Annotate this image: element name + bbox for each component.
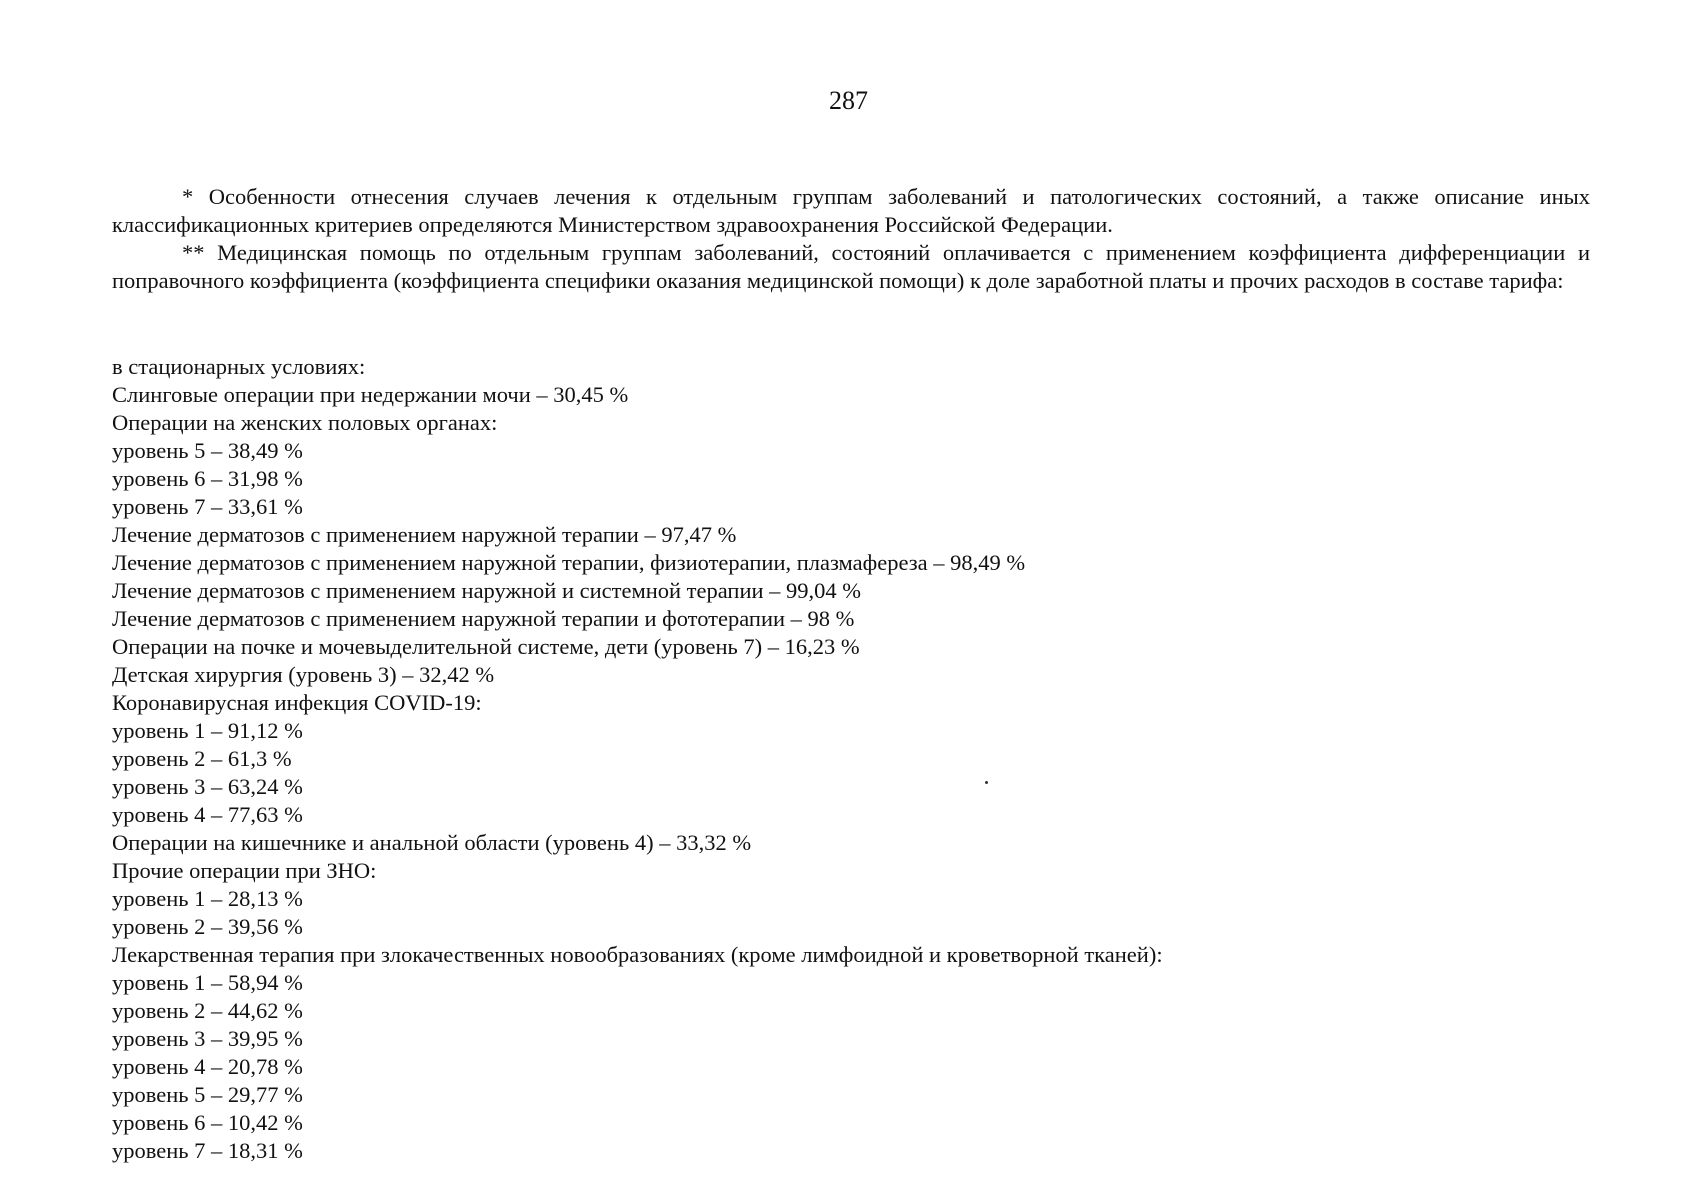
scan-speck [985,781,988,784]
list-item: уровень 3 – 63,24 % [112,774,303,799]
footnote-double-asterisk: ** Медицинская помощь по отдельным группам заболеваний, состояний оплачивается с применением коэффициента дифференциации и поправочного коэффициента (коэффициента специфики оказания медицинской помощи) к доле заработной платы и прочих расходов в составе тарифа: [112,240,1590,293]
list-item: уровень 5 – 29,77 % [112,1082,303,1107]
list-item: Слинговые операции при недержании мочи – 30,45 % [112,382,629,407]
list-item: Лечение дерматозов с применением наружной терапии – 97,47 % [112,522,737,547]
list-item: Коронавирусная инфекция COVID-19: [112,690,482,715]
list-item: Детская хирургия (уровень 3) – 32,42 % [112,662,495,687]
footnote-single-asterisk: * Особенности отнесения случаев лечения к отдельным группам заболеваний и патологических состояний, а также описание иных классификационных критериев определяются Министерством здравоохранения Российской Федерации. [112,184,1590,237]
list-item: уровень 4 – 20,78 % [112,1054,303,1079]
list-item: Лечение дерматозов с применением наружной и системной терапии – 99,04 % [112,578,862,603]
list-item: Операции на кишечнике и анальной области (уровень 4) – 33,32 % [112,830,752,855]
list-item: уровень 7 – 33,61 % [112,494,303,519]
list-item: Прочие операции при ЗНО: [112,858,377,883]
list-item: уровень 3 – 39,95 % [112,1026,303,1051]
list-item: уровень 2 – 61,3 % [112,746,292,771]
list-item: уровень 6 – 10,42 % [112,1110,303,1135]
list-item: Операции на женских половых органах: [112,410,498,435]
list-item: уровень 2 – 39,56 % [112,914,303,939]
page-number: 287 [829,86,868,115]
list-item: уровень 1 – 28,13 % [112,886,303,911]
list-item: уровень 1 – 58,94 % [112,970,303,995]
list-item: Лекарственная терапия при злокачественных новообразованиях (кроме лимфоидной и кроветворной тканей): [112,942,1163,967]
list-item: уровень 1 – 91,12 % [112,718,303,743]
list-item: уровень 5 – 38,49 % [112,438,303,463]
list-item: Лечение дерматозов с применением наружной терапии и фототерапии – 98 % [112,606,855,631]
list-item: уровень 7 – 18,31 % [112,1138,303,1163]
list-heading-inpatient: в стационарных условиях: [112,354,366,379]
coefficient-list [112,353,1412,1165]
list-item: Лечение дерматозов с применением наружной терапии, физиотерапии, плазмафереза – 98,49 % [112,550,1026,575]
list-item: уровень 6 – 31,98 % [112,466,303,491]
list-item: уровень 4 – 77,63 % [112,802,303,827]
footnotes-block [112,183,1590,295]
list-item: уровень 2 – 44,62 % [112,998,303,1023]
list-item: Операции на почке и мочевыделительной системе, дети (уровень 7) – 16,23 % [112,634,860,659]
